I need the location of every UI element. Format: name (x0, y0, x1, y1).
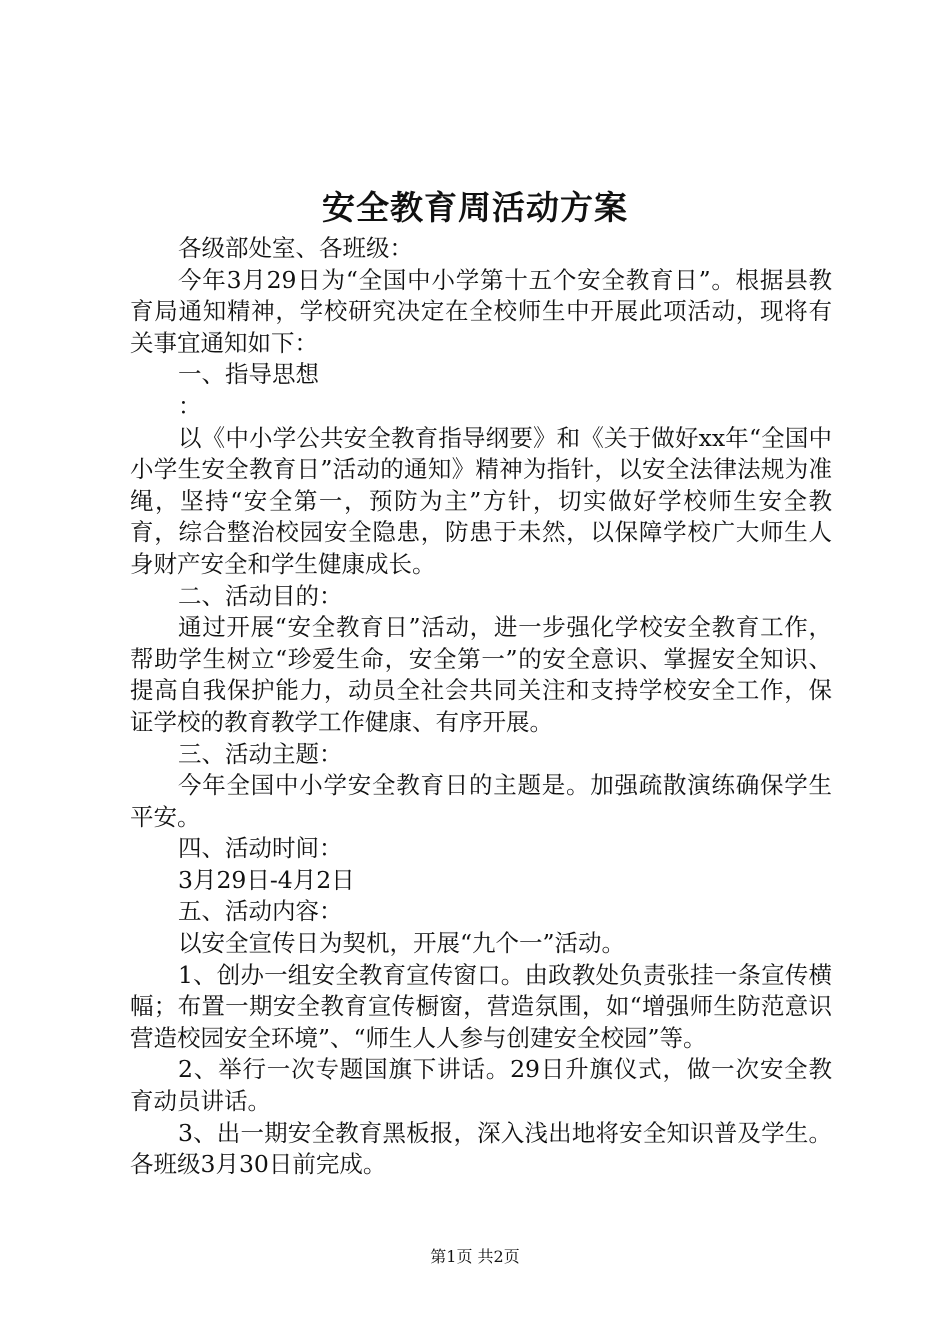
paragraph-intro: 今年3月29日为“全国中小学第十五个安全教育日”。根据县教育局通知精神，学校研究决定在全校师生中开展此项活动，现将有关事宜通知如下： (130, 265, 832, 357)
paragraph-activity-purpose: 通过开展“安全教育日”活动，进一步强化学校安全教育工作，帮助学生树立“珍爱生命，安全第一”的安全意识、掌握安全知识、提高自我保护能力，动员全社会共同关注和支持学校安全工作，保证学校的教育教学工作健康、有序开展。 (130, 613, 832, 736)
document-title: 安全教育周活动方案 (322, 188, 628, 227)
list-item-1: 1、创办一组安全教育宣传窗口。由政教处负责张挂一条宣传横幅；布置一期安全教育宣传橱窗，营造氛围，如“增强师生防范意识营造校园安全环境”、“师生人人参与创建安全校园”等。 (130, 960, 832, 1052)
heading-activity-content: 五、活动内容： (178, 897, 343, 926)
heading-activity-time: 四、活动时间： (178, 834, 343, 863)
paragraph-activity-theme: 今年全国中小学安全教育日的主题是。加强疏散演练确保学生平安。 (130, 771, 832, 831)
paragraph-guiding-principle: 以《中小学公共安全教育指导纲要》和《关于做好xx年“全国中小学生安全教育日”活动的通知》精神为指针，以安全法律法规为准绳，坚持“安全第一，预防为主”方针，切实做好学校师生安全教育，综合整治校园安全隐患，防患于未然，以保障学校广大师生人身财产安全和学生健康成长。 (130, 423, 832, 578)
list-item-3: 3、出一期安全教育黑板报，深入浅出地将安全知识普及学生。各班级3月30日前完成。 (130, 1118, 832, 1179)
document-body (130, 233, 832, 1181)
heading-guiding-principle: 一、指导思想 (178, 360, 319, 389)
heading-activity-theme: 三、活动主题： (178, 739, 343, 768)
list-item-2: 2、举行一次专题国旗下讲话。29日升旗仪式，做一次安全教育动员讲话。 (130, 1055, 832, 1116)
heading-activity-purpose: 二、活动目的： (178, 581, 343, 610)
paragraph-salutation: 各级部处室、各班级： (178, 234, 413, 262)
page-number-footer: 第1页 共2页 (430, 1247, 520, 1266)
paragraph-activity-content: 以安全宣传日为契机，开展“九个一”活动。 (178, 929, 626, 958)
paragraph-colon: ： (178, 391, 202, 420)
paragraph-activity-time: 3月29日-4月2日 (178, 865, 355, 894)
